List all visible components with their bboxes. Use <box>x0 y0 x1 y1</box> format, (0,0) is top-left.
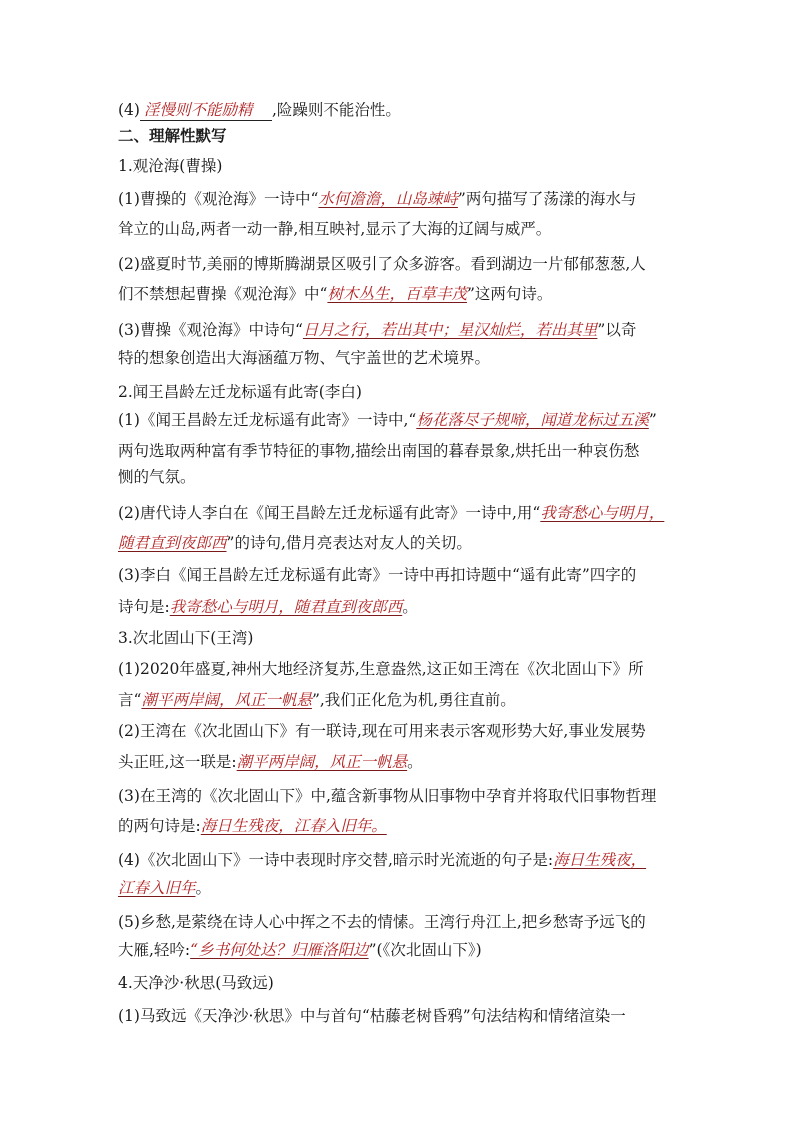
text-line <box>118 597 688 617</box>
line-text: 们不禁想起曹操《观沧海》中“ <box>118 285 328 303</box>
text-line <box>118 1006 688 1026</box>
line-text: ”(《次北固山下》) <box>368 941 482 959</box>
line-text: 大雁,轻吟: <box>118 941 191 959</box>
line-text: 特的想象创造出大海涵蕴万物、气宇盖世的艺术境界。 <box>118 349 491 367</box>
line-text: (2)盛夏时节,美丽的博斯腾湖景区吸引了众多游客。看到湖边一片郁郁葱葱,人 <box>118 255 646 273</box>
line-text: ”的诗句,借月亮表达对友人的关切。 <box>226 534 472 552</box>
line-text: ”两句描写了荡漾的海水与 <box>457 190 637 208</box>
line-text: (2)唐代诗人李白在《闻王昌龄左迁龙标遥有此寄》一诗中,用“ <box>118 504 541 522</box>
line-text: 3.次北固山下(王湾) <box>118 629 254 647</box>
line-text: 两句选取两种富有季节特征的事物,描绘出南国的暮春景象,烘托出一种哀伤愁 <box>118 442 640 460</box>
text-line <box>118 721 688 741</box>
line-text: (3)在王湾的《次北固山下》中,蕴含新事物从旧事物中孕育并将取代旧事物哲理 <box>118 787 657 805</box>
answer-text: 海日生残夜，江春入旧年。 <box>200 817 387 835</box>
line-text: 2.闻王昌龄左迁龙标遥有此寄(李白) <box>118 383 362 401</box>
answer-text: 我寄愁心与明月， <box>540 504 665 522</box>
line-text: ” <box>648 411 657 429</box>
text-line <box>118 320 688 340</box>
line-text: ”这两句诗。 <box>466 285 553 303</box>
line-text: 恻的气氛。 <box>118 468 196 486</box>
text-line <box>118 973 688 993</box>
answer-text: 潮平两岸阔，风正一帆悬 <box>141 691 312 709</box>
text-line <box>118 878 688 898</box>
text-line <box>118 565 688 585</box>
line-text: 二、理解性默写 <box>118 127 227 145</box>
line-text: 。 <box>402 598 418 616</box>
line-text: (1)《闻王昌龄左迁龙标遥有此寄》一诗中,“ <box>118 411 417 429</box>
answer-text: 潮平两岸阔，风正一帆悬 <box>236 753 408 771</box>
text-line <box>118 940 688 960</box>
text-line <box>118 912 688 932</box>
line-text: 头正旺,这一联是: <box>118 753 237 771</box>
text-line <box>118 786 688 806</box>
text-line <box>118 156 688 176</box>
text-line <box>118 533 688 553</box>
text-line <box>118 348 688 368</box>
text-line <box>118 850 688 870</box>
line-text: 的两句诗是: <box>118 817 201 835</box>
section-heading <box>118 126 688 146</box>
text-line <box>118 189 688 209</box>
text-line <box>118 816 688 836</box>
text-line <box>118 219 688 239</box>
line-text: (1)马致远《天净沙·秋思》中与首句“枯藤老树昏鸦”句法结构和情绪渲染一 <box>118 1007 626 1025</box>
answer-text: 海日生残夜， <box>553 851 647 869</box>
line-text: ”以奇 <box>597 321 637 339</box>
line-text: (3)曹操《观沧海》中诗句“ <box>118 321 303 339</box>
line-text: 耸立的山岛,两者一动一静,相互映衬,显示了大海的辽阔与威严。 <box>118 220 552 238</box>
line-text: (4)《次北固山下》一诗中表现时序交替,暗示时光流逝的句子是: <box>118 851 554 869</box>
line-text: (1)曹操的《观沧海》一诗中“ <box>118 190 319 208</box>
text-line <box>118 100 688 121</box>
text-line <box>118 254 688 274</box>
text-line <box>118 659 688 679</box>
text-line <box>118 284 688 304</box>
answer-text: 杨花落尽子规啼，闻道龙标过五溪 <box>416 411 649 429</box>
line-text: (1)2020年盛夏,神州大地经济复苏,生意盎然,这正如王湾在《次北固山下》所 <box>118 660 644 678</box>
text-line <box>118 382 688 402</box>
answer-text: 水何澹澹，山岛竦峙 <box>318 190 458 208</box>
text-line <box>118 503 688 523</box>
text-line <box>118 628 688 648</box>
line-text: 1.观沧海(曹操) <box>118 157 223 175</box>
answer-text: 随君直到夜郎西 <box>118 534 227 552</box>
answer-text: 淫慢则不能励精 <box>140 100 272 121</box>
text-line <box>118 752 688 772</box>
line-text: 4.天净沙·秋思(马致远) <box>118 974 274 992</box>
line-text: (2)王湾在《次北固山下》有一联诗,现在可用来表示客观形势大好,事业发展势 <box>118 722 646 740</box>
line-text: (5)乡愁,是萦绕在诗人心中挥之不去的情愫。王湾行舟江上,把乡愁寄予远飞的 <box>118 913 646 931</box>
line-text: 言“ <box>118 691 142 709</box>
answer-text: 树木丛生，百草丰茂 <box>327 285 467 303</box>
line-text: 诗句是: <box>118 598 170 616</box>
line-text: ”,我们正化危为机,勇往直前。 <box>311 691 516 709</box>
line-text: (3)李白《闻王昌龄左迁龙标遥有此寄》一诗中再扣诗题中“遥有此寄”四字的 <box>118 566 637 584</box>
line-text: (4) <box>118 101 140 119</box>
answer-text: 我寄愁心与明月，随君直到夜郎西 <box>169 598 403 616</box>
line-text: ,险躁则不能治性。 <box>271 101 401 119</box>
text-line <box>118 467 688 487</box>
answer-text: “乡书何处达？归雁洛阳边 <box>190 941 369 959</box>
text-line <box>118 690 688 710</box>
text-line <box>118 441 688 461</box>
line-text: 。 <box>407 753 423 771</box>
line-text: 。 <box>195 879 212 897</box>
text-line <box>118 410 688 430</box>
answer-text: 江春入旧年 <box>118 879 196 897</box>
answer-text: 日月之行，若出其中；星汉灿烂，若出其里 <box>302 321 598 339</box>
